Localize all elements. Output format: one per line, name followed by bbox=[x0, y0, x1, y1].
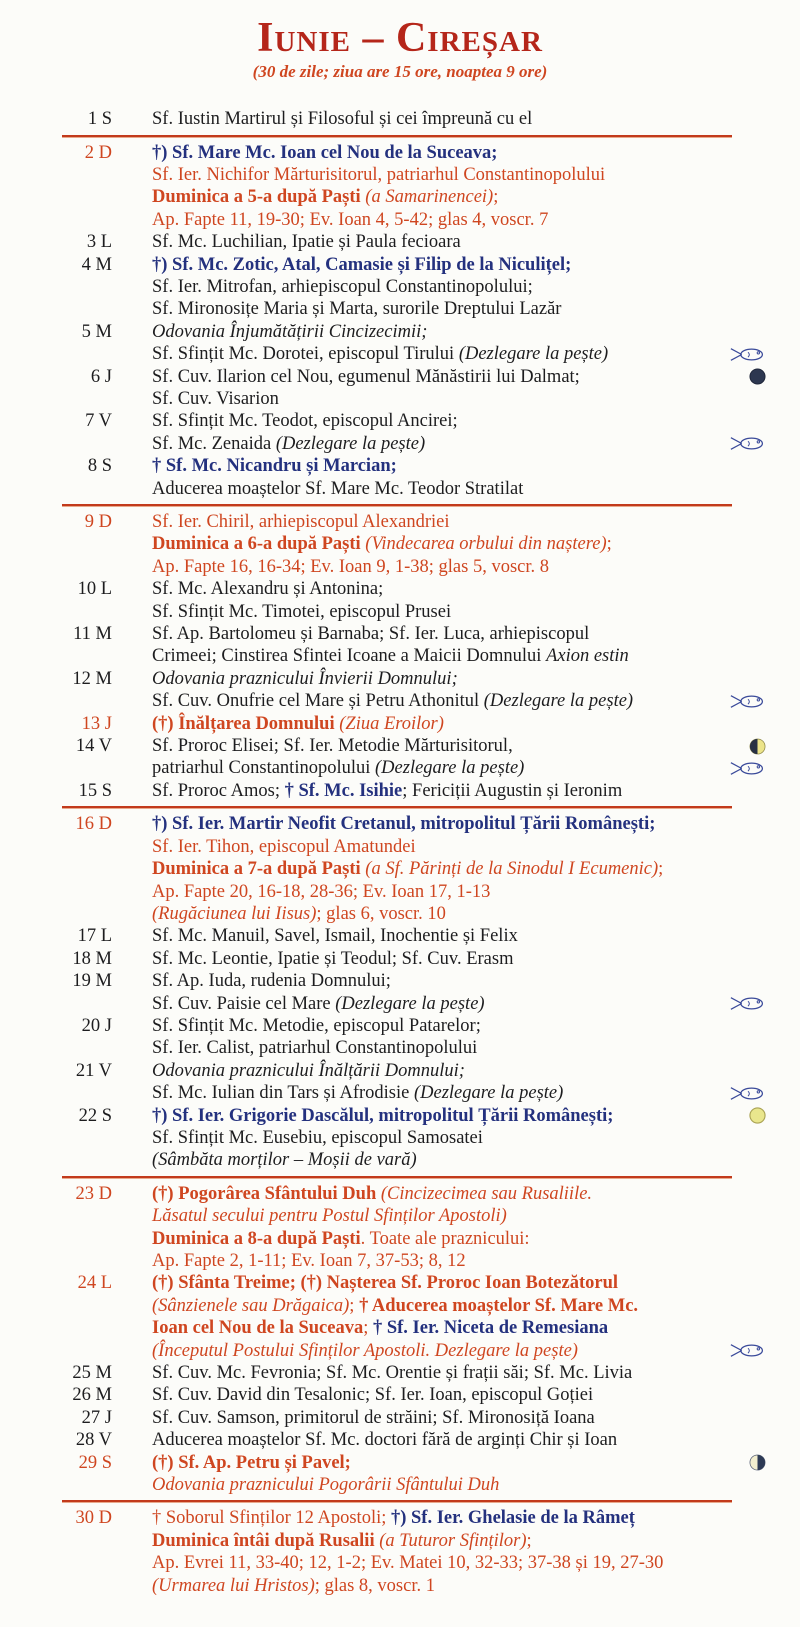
day-label: 12 M bbox=[72, 668, 112, 689]
page-header bbox=[0, 16, 800, 82]
entry-text: Odovania praznicului Pogorârii Sfântului Duh bbox=[152, 1475, 500, 1496]
day-label: 15 S bbox=[78, 780, 112, 801]
entry-text: (Sâmbăta morților – Moșii de vară) bbox=[152, 1150, 417, 1171]
day-entries bbox=[152, 1183, 766, 1273]
entry-line bbox=[152, 948, 766, 970]
day-label: 1 S bbox=[87, 109, 112, 130]
entry-line bbox=[152, 858, 766, 880]
day-entries bbox=[152, 321, 766, 366]
entry-line bbox=[152, 209, 766, 231]
entry-text: †) Sf. Mc. Zotic, Atal, Camasie și Filip de la Niculițel; bbox=[152, 254, 572, 275]
day-entries bbox=[152, 713, 766, 735]
entry-line bbox=[152, 1452, 766, 1474]
entry-text: Odovania praznicului Înălțării Domnului; bbox=[152, 1060, 465, 1081]
entry-line bbox=[152, 1250, 766, 1272]
entry-text: Sf. Iustin Martirul și Filosoful și cei împreună cu el bbox=[152, 109, 533, 130]
calendar-row bbox=[0, 948, 766, 970]
entry-text: Sf. Ier. Calist, patriarhul Constantinopolului bbox=[152, 1038, 478, 1059]
entry-text: (†) Sf. Ap. Petru și Pavel; bbox=[152, 1452, 351, 1473]
full-moon-icon bbox=[743, 1107, 766, 1124]
entry-line bbox=[152, 1295, 766, 1317]
day-label: 19 M bbox=[72, 971, 112, 992]
entry-line bbox=[152, 1015, 766, 1037]
entry-line bbox=[152, 1474, 766, 1496]
entry-text: Duminica a 8-a după Paști. Toate ale praznicului: bbox=[152, 1228, 530, 1249]
entry-text: †) Sf. Mare Mc. Ioan cel Nou de la Suceava; bbox=[152, 142, 498, 163]
calendar-row bbox=[0, 410, 766, 455]
entry-line bbox=[152, 556, 766, 578]
entry-line bbox=[152, 1429, 766, 1451]
day-entries bbox=[152, 1272, 766, 1362]
entry-text: Crimeei; Cinstirea Sfintei Icoane a Maicii Domnului Axion estin bbox=[152, 646, 629, 667]
calendar-row bbox=[0, 321, 766, 366]
day-label: 16 D bbox=[75, 814, 112, 835]
new-moon-icon bbox=[743, 368, 766, 385]
day-entries bbox=[152, 1015, 766, 1060]
week-separator bbox=[62, 1176, 732, 1179]
entry-line bbox=[152, 186, 766, 208]
day-entries bbox=[152, 1507, 766, 1597]
calendar-row bbox=[0, 455, 766, 500]
calendar-row bbox=[0, 1429, 766, 1451]
entry-text: Sf. Cuv. David din Tesalonic; Sf. Ier. Ioan, episcopul Goției bbox=[152, 1385, 594, 1406]
entry-line bbox=[152, 343, 766, 365]
entry-line bbox=[152, 993, 766, 1015]
entry-line bbox=[152, 757, 766, 779]
day-entries bbox=[152, 410, 766, 455]
entry-line bbox=[152, 1340, 766, 1362]
entry-line bbox=[152, 1507, 766, 1529]
calendar-row bbox=[0, 254, 766, 321]
entry-line bbox=[152, 836, 766, 858]
entry-text: Ap. Fapte 2, 1-11; Ev. Ioan 7, 37-53; 8, 12 bbox=[152, 1251, 466, 1271]
day-label: 20 J bbox=[81, 1015, 112, 1036]
entry-text: Sf. Ier. Mitrofan, arhiepiscopul Constantinopolului; bbox=[152, 276, 533, 297]
entry-text: Sf. Cuv. Samson, primitorul de străini; Sf. Mironosiță Ioana bbox=[152, 1407, 595, 1428]
fish-icon bbox=[724, 995, 766, 1012]
entry-text: Sf. Ap. Iuda, rudenia Domnului; bbox=[152, 971, 391, 992]
week-separator bbox=[62, 806, 732, 809]
entry-line bbox=[152, 601, 766, 623]
day-label: 30 D bbox=[75, 1508, 112, 1529]
entry-line bbox=[152, 690, 766, 712]
calendar-row bbox=[0, 1384, 766, 1406]
calendar-entries bbox=[0, 108, 800, 1597]
calendar-row bbox=[0, 713, 766, 735]
entry-line bbox=[152, 1407, 766, 1429]
entry-line bbox=[152, 1149, 766, 1171]
calendar-row bbox=[0, 511, 766, 578]
entry-text: Sf. Mc. Zenaida (Dezlegare la pește) bbox=[152, 433, 426, 454]
calendar-row bbox=[0, 1183, 766, 1273]
day-entries bbox=[152, 735, 766, 780]
entry-line bbox=[152, 1205, 766, 1227]
entry-line bbox=[152, 813, 766, 835]
entry-text: Ap. Evrei 11, 33-40; 12, 1-2; Ev. Matei 10, 32-33; 37-38 și 19, 27-30 bbox=[152, 1553, 664, 1574]
calendar-row bbox=[0, 231, 766, 253]
calendar-row bbox=[0, 366, 766, 411]
entry-text: † Sf. Mc. Nicandru și Marcian; bbox=[152, 456, 397, 477]
day-entries bbox=[152, 254, 766, 321]
entry-text: Ioan cel Nou de la Suceava; † Sf. Ier. Niceta de Remesiana bbox=[152, 1318, 609, 1339]
entry-text: Sf. Cuv. Mc. Fevronia; Sf. Mc. Orentie și frații săi; Sf. Mc. Livia bbox=[152, 1363, 633, 1384]
day-label: 18 M bbox=[72, 948, 112, 969]
entry-line bbox=[152, 108, 766, 130]
entry-text: (Rugăciunea lui Iisus); glas 6, voscr. 10 bbox=[152, 903, 446, 924]
entry-line bbox=[152, 388, 766, 410]
entry-text: (†) Pogorârea Sfântului Duh (Cincizecimea sau Rusaliile. bbox=[152, 1183, 593, 1204]
day-label: 8 S bbox=[87, 456, 112, 477]
entry-line bbox=[152, 1317, 766, 1339]
entry-text: Odovania Înjumătățirii Cincizecimii; bbox=[152, 321, 428, 342]
fish-icon bbox=[724, 760, 766, 777]
entry-line bbox=[152, 668, 766, 690]
entry-text: Odovania praznicului Învierii Domnului; bbox=[152, 668, 458, 689]
entry-line bbox=[152, 478, 766, 500]
day-label: 29 S bbox=[78, 1452, 112, 1473]
calendar-row bbox=[0, 970, 766, 1015]
day-entries bbox=[152, 813, 766, 925]
day-label: 2 D bbox=[84, 142, 112, 163]
entry-line bbox=[152, 1384, 766, 1406]
day-label: 25 M bbox=[72, 1363, 112, 1384]
calendar-row bbox=[0, 108, 766, 130]
entry-text: Sf. Sfințit Mc. Dorotei, episcopul Tirului (Dezlegare la pește) bbox=[152, 344, 609, 365]
entry-text: Sf. Ap. Bartolomeu și Barnaba; Sf. Ier. Luca, arhiepiscopul bbox=[152, 624, 590, 645]
month-subtitle: (30 de zile; ziua are 15 ore, noaptea 9 ore) bbox=[252, 62, 548, 82]
entry-line bbox=[152, 511, 766, 533]
calendar-row bbox=[0, 1060, 766, 1105]
entry-line bbox=[152, 780, 766, 802]
entry-line bbox=[152, 410, 766, 432]
day-label: 26 M bbox=[72, 1385, 112, 1406]
entry-text: Ap. Fapte 16, 16-34; Ev. Ioan 9, 1-38; glas 5, voscr. 8 bbox=[152, 556, 550, 577]
entry-line bbox=[152, 925, 766, 947]
entry-line bbox=[152, 1037, 766, 1059]
entry-line bbox=[152, 1575, 766, 1597]
entry-text: Sf. Sfințit Mc. Timotei, episcopul Prusei bbox=[152, 601, 452, 622]
entry-text: Sf. Cuv. Ilarion cel Nou, egumenul Mănăstirii lui Dalmat; bbox=[152, 366, 580, 387]
day-entries bbox=[152, 970, 766, 1015]
entry-line bbox=[152, 970, 766, 992]
day-label: 10 L bbox=[77, 579, 112, 600]
calendar-row bbox=[0, 1272, 766, 1362]
entry-text: Duminica a 6-a după Paști (Vindecarea orbului din naștere); bbox=[152, 534, 612, 555]
entry-text: Sf. Sfințit Mc. Metodie, episcopul Patarelor; bbox=[152, 1015, 481, 1036]
week-separator bbox=[62, 504, 732, 507]
day-label: 13 J bbox=[81, 713, 112, 734]
first-quarter-moon-icon bbox=[743, 738, 766, 755]
day-label: 21 V bbox=[75, 1060, 112, 1081]
entry-line bbox=[152, 254, 766, 276]
entry-text: Sf. Mc. Manuil, Savel, Ismail, Inochentie și Felix bbox=[152, 926, 518, 947]
entry-line bbox=[152, 1183, 766, 1205]
fish-icon bbox=[724, 1342, 766, 1359]
entry-line bbox=[152, 1272, 766, 1294]
entry-text: Sf. Mc. Luchilian, Ipatie și Paula fecioara bbox=[152, 232, 461, 253]
entry-line bbox=[152, 1060, 766, 1082]
day-entries bbox=[152, 780, 766, 802]
calendar-row bbox=[0, 1452, 766, 1497]
entry-line bbox=[152, 645, 766, 667]
calendar-row bbox=[0, 142, 766, 232]
calendar-row bbox=[0, 735, 766, 780]
day-entries bbox=[152, 1452, 766, 1497]
fish-icon bbox=[724, 693, 766, 710]
day-label: 27 J bbox=[81, 1407, 112, 1428]
day-entries bbox=[152, 948, 766, 970]
day-entries bbox=[152, 1060, 766, 1105]
day-entries bbox=[152, 1429, 766, 1451]
entry-text: Aducerea moaștelor Sf. Mc. doctori fără de arginți Chir și Ioan bbox=[152, 1430, 618, 1451]
entry-line bbox=[152, 1362, 766, 1384]
entry-text: Sf. Ier. Chiril, arhiepiscopul Alexandriei bbox=[152, 512, 450, 532]
calendar-row bbox=[0, 925, 766, 947]
entry-text: Sf. Cuv. Onufrie cel Mare și Petru Athonitul (Dezlegare la pește) bbox=[152, 691, 634, 712]
entry-line bbox=[152, 713, 766, 735]
calendar-row bbox=[0, 780, 766, 802]
entry-line bbox=[152, 366, 766, 388]
month-title: Iunie – Cireșar bbox=[257, 15, 543, 61]
entry-text: Sf. Mironosițe Maria și Marta, surorile Dreptului Lazăr bbox=[152, 299, 562, 320]
day-entries bbox=[152, 1407, 766, 1429]
entry-text: Duminica a 5-a după Paști (a Samarinencei); bbox=[152, 187, 499, 208]
entry-text: (Urmarea lui Hristos); glas 8, voscr. 1 bbox=[152, 1575, 435, 1596]
day-label: 14 V bbox=[75, 736, 112, 757]
day-label: 11 M bbox=[73, 624, 112, 645]
entry-text: Sf. Sfințit Mc. Teodot, episcopul Ancirei; bbox=[152, 411, 458, 432]
entry-line bbox=[152, 231, 766, 253]
entry-line bbox=[152, 321, 766, 343]
calendar-row bbox=[0, 813, 766, 925]
week-separator bbox=[62, 1500, 732, 1503]
day-label: 24 L bbox=[77, 1273, 112, 1294]
entry-text: Duminica întâi după Rusalii (a Tuturor Sfinților); bbox=[152, 1530, 532, 1551]
entry-line bbox=[152, 881, 766, 903]
entry-text: Ap. Fapte 11, 19-30; Ev. Ioan 4, 5-42; glas 4, voscr. 7 bbox=[152, 209, 549, 230]
entry-line bbox=[152, 623, 766, 645]
entry-text: Sf. Sfințit Mc. Eusebiu, episcopul Samosatei bbox=[152, 1127, 483, 1148]
day-label: 3 L bbox=[86, 232, 112, 253]
entry-text: (Începutul Postului Sfinților Apostoli. Dezlegare la pește) bbox=[152, 1340, 578, 1361]
entry-text: Sf. Cuv. Paisie cel Mare (Dezlegare la pește) bbox=[152, 993, 485, 1014]
day-label: 22 S bbox=[78, 1105, 112, 1126]
entry-text: patriarhul Constantinopolului (Dezlegare la pește) bbox=[152, 758, 525, 779]
entry-text: †) Sf. Ier. Martir Neofit Cretanul, mitropolitul Țării Românești; bbox=[152, 814, 656, 835]
calendar-row bbox=[0, 1015, 766, 1060]
entry-text: Aducerea moaștelor Sf. Mare Mc. Teodor Stratilat bbox=[152, 478, 524, 499]
entry-text: Ap. Fapte 20, 16-18, 28-36; Ev. Ioan 17, 1-13 bbox=[152, 881, 491, 902]
calendar-row bbox=[0, 1362, 766, 1384]
day-label: 7 V bbox=[85, 411, 112, 432]
entry-line bbox=[152, 1105, 766, 1127]
entry-line bbox=[152, 578, 766, 600]
entry-text: (†) Sfânta Treime; (†) Nașterea Sf. Proroc Ioan Botezătorul bbox=[152, 1273, 619, 1294]
entry-line bbox=[152, 1127, 766, 1149]
entry-text: † Soborul Sfinților 12 Apostoli; †) Sf. Ier. Ghelasie de la Râmeț bbox=[152, 1508, 635, 1529]
last-quarter-moon-icon bbox=[743, 1454, 766, 1471]
calendar-row bbox=[0, 1105, 766, 1172]
day-label: 5 M bbox=[81, 321, 112, 342]
day-entries bbox=[152, 668, 766, 713]
entry-text: Sf. Mc. Leontie, Ipatie și Teodul; Sf. Cuv. Erasm bbox=[152, 948, 514, 969]
entry-text: †) Sf. Ier. Grigorie Dascălul, mitropolitul Țării Românești; bbox=[152, 1105, 614, 1126]
calendar-row bbox=[0, 668, 766, 713]
day-label: 6 J bbox=[90, 366, 112, 387]
calendar-row bbox=[0, 623, 766, 668]
day-entries bbox=[152, 142, 766, 232]
entry-line bbox=[152, 276, 766, 298]
entry-line bbox=[152, 1228, 766, 1250]
entry-text: Sf. Ier. Nichifor Mărturisitorul, patriarhul Constantinopolului bbox=[152, 164, 606, 185]
entry-line bbox=[152, 1530, 766, 1552]
entry-line bbox=[152, 142, 766, 164]
calendar-row bbox=[0, 1407, 766, 1429]
entry-line bbox=[152, 903, 766, 925]
entry-line bbox=[152, 164, 766, 186]
entry-text: Sf. Proroc Elisei; Sf. Ier. Metodie Mărturisitorul, bbox=[152, 736, 513, 757]
entry-text: Duminica a 7-a după Paști (a Sf. Părinți de la Sinodul I Ecumenic); bbox=[152, 859, 664, 880]
calendar-row bbox=[0, 578, 766, 623]
day-entries bbox=[152, 1362, 766, 1384]
day-label: 4 M bbox=[81, 254, 112, 275]
entry-text: (†) Înălțarea Domnului (Ziua Eroilor) bbox=[152, 713, 444, 734]
day-entries bbox=[152, 1384, 766, 1406]
entry-text: Sf. Mc. Iulian din Tars și Afrodisie (Dezlegare la pește) bbox=[152, 1083, 564, 1104]
entry-text: Sf. Proroc Amos; † Sf. Mc. Isihie; Fericiții Augustin și Ieronim bbox=[152, 780, 623, 801]
day-entries bbox=[152, 578, 766, 623]
day-label: 23 D bbox=[75, 1183, 112, 1204]
fish-icon bbox=[724, 435, 766, 452]
entry-text: (Sânzienele sau Drăgaica); † Aducerea moaștelor Sf. Mare Mc. bbox=[152, 1295, 639, 1316]
entry-line bbox=[152, 455, 766, 477]
entry-line bbox=[152, 433, 766, 455]
day-label: 9 D bbox=[84, 512, 112, 532]
day-entries bbox=[152, 455, 766, 500]
entry-text: Sf. Mc. Alexandru și Antonina; bbox=[152, 579, 384, 600]
entry-line bbox=[152, 735, 766, 757]
entry-text: Sf. Ier. Tihon, episcopul Amatundei bbox=[152, 836, 416, 857]
calendar-row bbox=[0, 1507, 766, 1597]
day-entries bbox=[152, 366, 766, 411]
entry-line bbox=[152, 1082, 766, 1104]
entry-line bbox=[152, 533, 766, 555]
week-separator bbox=[62, 135, 732, 138]
day-entries bbox=[152, 511, 766, 578]
day-entries bbox=[152, 1105, 766, 1172]
day-entries bbox=[152, 623, 766, 668]
day-entries bbox=[152, 231, 766, 253]
day-entries bbox=[152, 108, 766, 130]
fish-icon bbox=[724, 1085, 766, 1102]
fish-icon bbox=[724, 346, 766, 363]
entry-text: Sf. Cuv. Visarion bbox=[152, 388, 279, 409]
entry-line bbox=[152, 1552, 766, 1574]
entry-line bbox=[152, 298, 766, 320]
day-label: 17 L bbox=[77, 926, 112, 947]
day-label: 28 V bbox=[75, 1430, 112, 1451]
day-entries bbox=[152, 925, 766, 947]
entry-text: Lăsatul secului pentru Postul Sfinților Apostoli) bbox=[152, 1206, 507, 1227]
